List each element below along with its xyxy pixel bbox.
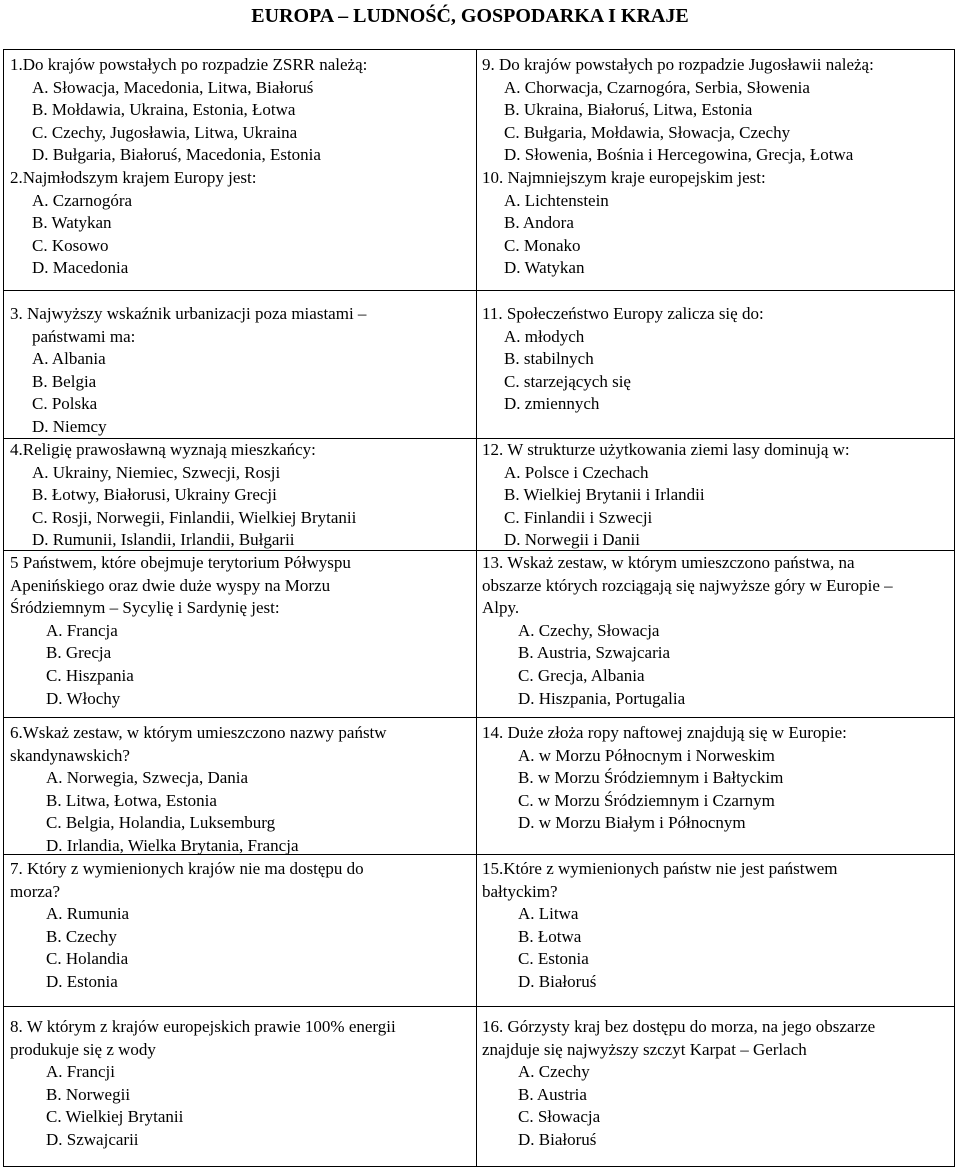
option-b: B. Łotwy, Białorusi, Ukrainy Grecji bbox=[32, 485, 277, 505]
option-a: A. Słowacja, Macedonia, Litwa, Białoruś bbox=[32, 77, 314, 97]
option-b: B. Czechy bbox=[46, 926, 117, 946]
option-a: A. Francja bbox=[46, 620, 118, 640]
option-d: D. Szwajcarii bbox=[46, 1129, 139, 1149]
question-text: W strukturze użytkowania ziemi lasy dominują w: bbox=[507, 440, 850, 459]
question-text-continued: państwami ma: bbox=[32, 326, 136, 346]
question-number: 5 bbox=[10, 553, 19, 572]
question-14 bbox=[482, 722, 950, 835]
option-d: D. Rumunii, Islandii, Irlandii, Bułgarii bbox=[32, 530, 295, 550]
question-text: Duże złoża ropy naftowej znajdują się w Europie: bbox=[507, 723, 847, 742]
question-text: Wskaż zestaw, w którym umieszczono państwa, na bbox=[507, 553, 855, 572]
question-15 bbox=[482, 858, 950, 994]
option-d: D. Watykan bbox=[504, 258, 585, 278]
question-3 bbox=[10, 303, 470, 439]
option-c: C. Hiszpania bbox=[46, 665, 134, 685]
question-text-continued: Alpy. bbox=[482, 598, 520, 618]
option-a: A. Czechy bbox=[518, 1062, 590, 1082]
option-d: D. Niemcy bbox=[32, 416, 107, 436]
option-d: D. zmiennych bbox=[504, 394, 600, 414]
question-text-continued: Apenińskiego oraz dwie duże wyspy na Morzu bbox=[10, 575, 331, 595]
question-13 bbox=[482, 552, 950, 710]
option-a: A. Lichtenstein bbox=[504, 190, 609, 210]
question-number: 1. bbox=[10, 55, 23, 74]
option-b: B. stabilnych bbox=[504, 349, 594, 369]
option-c: C. Słowacja bbox=[518, 1107, 601, 1127]
question-text-continued: morza? bbox=[10, 881, 61, 901]
option-a: A. Albania bbox=[32, 349, 106, 369]
question-number: 6. bbox=[10, 723, 23, 742]
question-text: Wskaż zestaw, w którym umieszczono nazwy państw bbox=[22, 723, 387, 742]
question-number: 11. bbox=[482, 304, 503, 323]
option-c: C. Estonia bbox=[518, 949, 589, 969]
questions-table bbox=[3, 49, 955, 1167]
question-number: 7. bbox=[10, 859, 23, 878]
question-text-continued: bałtyckim? bbox=[482, 881, 558, 901]
option-c: C. Finlandii i Szwecji bbox=[504, 507, 653, 527]
question-text: W którym z krajów europejskich prawie 100% energii bbox=[26, 1017, 396, 1036]
option-a: A. Polsce i Czechach bbox=[504, 462, 649, 482]
question-5 bbox=[10, 552, 470, 710]
question-text: Najmniejszym kraje europejskim jest: bbox=[507, 168, 766, 187]
option-b: B. Austria bbox=[518, 1084, 587, 1104]
option-b: B. Ukraina, Białoruś, Litwa, Estonia bbox=[504, 100, 753, 120]
option-b: B. Mołdawia, Ukraina, Estonia, Łotwa bbox=[32, 100, 296, 120]
question-text-continued: znajduje się najwyższy szczyt Karpat – Gerlach bbox=[482, 1039, 807, 1059]
option-b: B. Norwegii bbox=[46, 1084, 131, 1104]
option-c: C. Grecja, Albania bbox=[518, 665, 645, 685]
option-b: B. Austria, Szwajcaria bbox=[518, 643, 671, 663]
option-d: D. Hiszpania, Portugalia bbox=[518, 688, 686, 708]
option-b: B. Belgia bbox=[32, 371, 97, 391]
question-12 bbox=[482, 439, 950, 552]
option-c: C. Kosowo bbox=[32, 235, 109, 255]
question-number: 15. bbox=[482, 859, 504, 878]
question-number: 3. bbox=[10, 304, 23, 323]
option-a: A. Czechy, Słowacja bbox=[518, 620, 660, 640]
question-number: 9. bbox=[482, 55, 495, 74]
question-number: 10. bbox=[482, 168, 504, 187]
option-b: B. Watykan bbox=[32, 213, 112, 233]
option-c: C. Monako bbox=[504, 235, 581, 255]
question-1 bbox=[10, 54, 470, 167]
option-d: D. Białoruś bbox=[518, 971, 597, 991]
option-c: C. Czechy, Jugosławia, Litwa, Ukraina bbox=[32, 122, 298, 142]
question-text: Do krajów powstałych po rozpadzie ZSRR należą: bbox=[22, 55, 368, 74]
option-a: A. Rumunia bbox=[46, 904, 130, 924]
question-number: 4. bbox=[10, 440, 23, 459]
question-text: Państwem, które obejmuje terytorium Półwyspu bbox=[22, 553, 351, 572]
question-text: Które z wymienionych państw nie jest państwem bbox=[503, 859, 838, 878]
question-text-continued: skandynawskich? bbox=[10, 745, 130, 765]
option-d: D. Białoruś bbox=[518, 1129, 597, 1149]
question-text: Do krajów powstałych po rozpadzie Jugosławii należą: bbox=[499, 55, 874, 74]
question-text-continued: obszarze których rozciągają się najwyższe góry w Europie – bbox=[482, 575, 893, 595]
option-d: D. Słowenia, Bośnia i Hercegowina, Grecja, Łotwa bbox=[504, 145, 854, 165]
option-a: A. Ukrainy, Niemiec, Szwecji, Rosji bbox=[32, 462, 281, 482]
question-number: 13. bbox=[482, 553, 504, 572]
option-a: A. Czarnogóra bbox=[32, 190, 133, 210]
question-text-continued: produkuje się z wody bbox=[10, 1039, 156, 1059]
option-a: A. Francji bbox=[46, 1062, 115, 1082]
option-b: B. Łotwa bbox=[518, 926, 582, 946]
question-11 bbox=[482, 303, 950, 416]
row-divider bbox=[4, 1006, 954, 1007]
question-number: 12. bbox=[482, 440, 504, 459]
question-text: Górzysty kraj bez dostępu do morza, na jego obszarze bbox=[507, 1017, 876, 1036]
column-divider bbox=[476, 50, 477, 1166]
option-c: C. starzejących się bbox=[504, 371, 631, 391]
question-number: 8. bbox=[10, 1017, 23, 1036]
option-c: C. Belgia, Holandia, Luksemburg bbox=[46, 813, 276, 833]
question-6 bbox=[10, 722, 470, 858]
row-divider bbox=[4, 717, 954, 718]
option-d: D. w Morzu Białym i Północnym bbox=[518, 813, 746, 833]
question-text: Społeczeństwo Europy zalicza się do: bbox=[506, 304, 764, 323]
question-text-continued: Śródziemnym – Sycylię i Sardynię jest: bbox=[10, 598, 280, 618]
question-2 bbox=[10, 167, 470, 280]
option-c: C. Rosji, Norwegii, Finlandii, Wielkiej Brytanii bbox=[32, 507, 357, 527]
option-c: C. Polska bbox=[32, 394, 98, 414]
option-c: C. Wielkiej Brytanii bbox=[46, 1107, 184, 1127]
question-8 bbox=[10, 1016, 470, 1152]
question-7 bbox=[10, 858, 470, 994]
option-a: A. w Morzu Północnym i Norweskim bbox=[518, 745, 775, 765]
option-d: D. Włochy bbox=[46, 688, 121, 708]
option-a: A. Chorwacja, Czarnogóra, Serbia, Słowenia bbox=[504, 77, 810, 97]
question-16 bbox=[482, 1016, 950, 1152]
option-b: B. Grecja bbox=[46, 643, 112, 663]
row-divider bbox=[4, 290, 954, 291]
question-text: Który z wymienionych krajów nie ma dostępu do bbox=[27, 859, 364, 878]
question-text: Najmłodszym krajem Europy jest: bbox=[22, 168, 257, 187]
option-d: D. Macedonia bbox=[32, 258, 129, 278]
question-text: Najwyższy wskaźnik urbanizacji poza miastami – bbox=[27, 304, 367, 323]
question-number: 2. bbox=[10, 168, 23, 187]
option-b: B. w Morzu Śródziemnym i Bałtyckim bbox=[518, 768, 784, 788]
question-number: 16. bbox=[482, 1017, 504, 1036]
question-4 bbox=[10, 439, 470, 552]
option-a: A. Norwegia, Szwecja, Dania bbox=[46, 768, 249, 788]
option-c: C. Holandia bbox=[46, 949, 129, 969]
option-c: C. w Morzu Śródziemnym i Czarnym bbox=[518, 790, 775, 810]
question-text: Religię prawosławną wyznają mieszkańcy: bbox=[22, 440, 316, 459]
question-9 bbox=[482, 54, 950, 167]
option-c: C. Bułgaria, Mołdawia, Słowacja, Czechy bbox=[504, 122, 791, 142]
option-b: B. Litwa, Łotwa, Estonia bbox=[46, 790, 217, 810]
option-d: D. Irlandia, Wielka Brytania, Francja bbox=[46, 835, 299, 855]
question-10 bbox=[482, 167, 950, 280]
option-d: D. Estonia bbox=[46, 971, 118, 991]
option-b: B. Wielkiej Brytanii i Irlandii bbox=[504, 485, 705, 505]
page-title: EUROPA – LUDNOŚĆ, GOSPODARKA I KRAJE bbox=[251, 5, 689, 27]
option-b: B. Andora bbox=[504, 213, 574, 233]
option-d: D. Norwegii i Danii bbox=[504, 530, 640, 550]
option-a: A. Litwa bbox=[518, 904, 579, 924]
option-d: D. Bułgaria, Białoruś, Macedonia, Estonia bbox=[32, 145, 321, 165]
option-a: A. młodych bbox=[504, 326, 585, 346]
question-number: 14. bbox=[482, 723, 504, 742]
